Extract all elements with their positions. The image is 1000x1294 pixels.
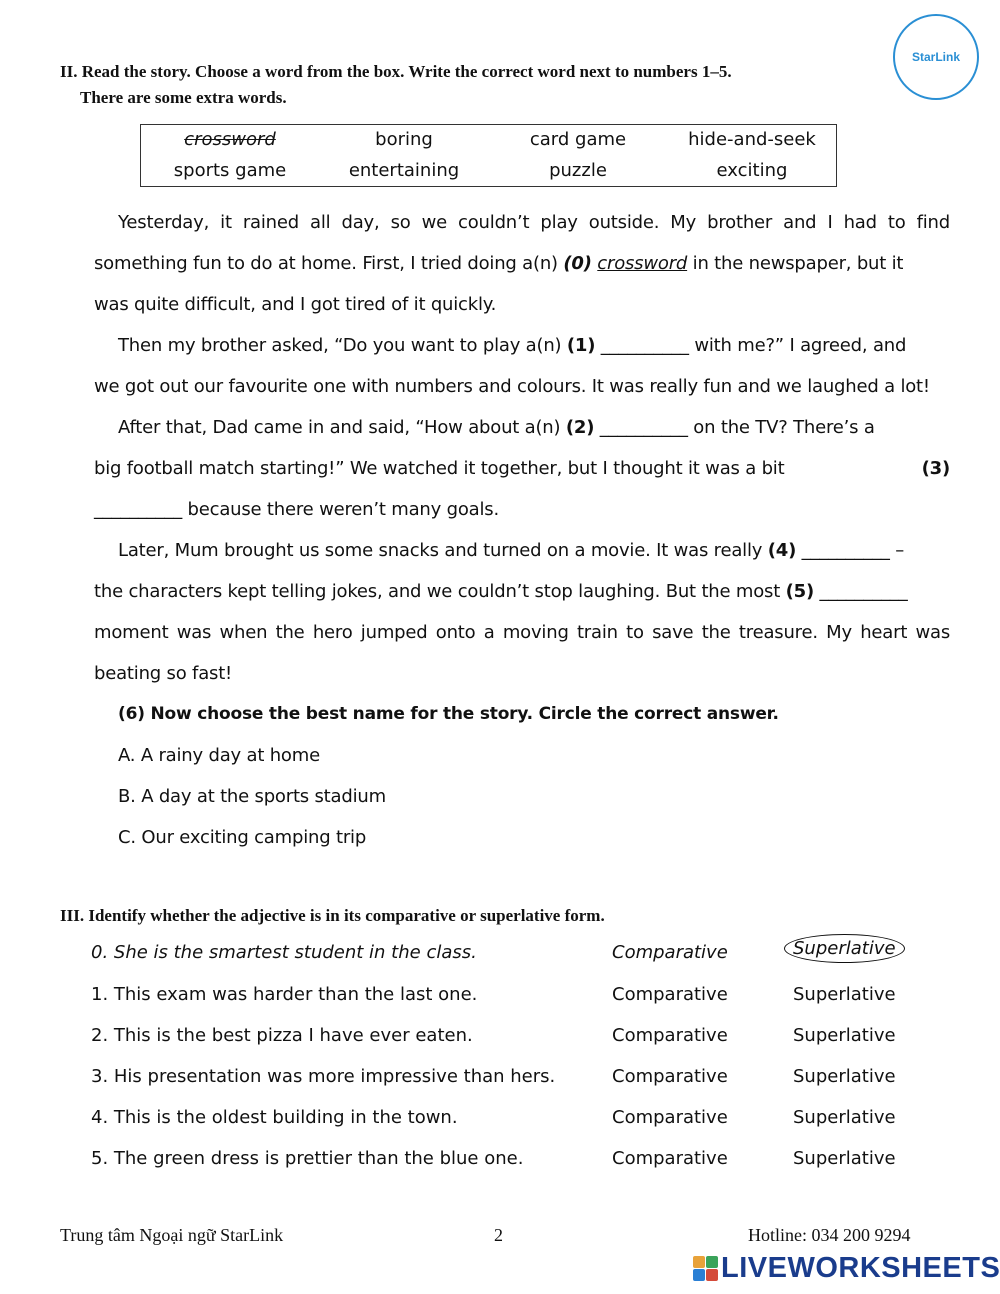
answer-blank-5[interactable]: __________	[814, 581, 908, 602]
word-box	[140, 124, 837, 187]
item-number-3: (3)	[921, 458, 950, 479]
example-answer: crossword	[597, 253, 688, 274]
liveworksheets-icon	[693, 1256, 718, 1281]
word-entertaining: entertaining	[348, 160, 460, 181]
item-number-2: (2)	[565, 417, 595, 438]
superlative-option-5[interactable]: Superlative	[793, 1148, 896, 1169]
story-line: moment was when the hero jumped onto a moving train to save the treasure. My heart was	[94, 622, 950, 643]
sentence-3: 3. His presentation was more impressive than hers.	[91, 1066, 556, 1087]
story-text: the characters kept telling jokes, and we couldn’t stop laughing. But the most	[94, 581, 786, 602]
footer-center-name: Trung tâm Ngoại ngữ StarLink	[60, 1225, 284, 1245]
superlative-option-2[interactable]: Superlative	[793, 1025, 896, 1046]
section-2-heading-line2: There are some extra words.	[80, 88, 287, 107]
item-number-0: (0)	[563, 253, 592, 274]
story-line	[94, 581, 908, 602]
answer-blank-4[interactable]: __________ –	[796, 540, 904, 561]
section-3-heading: III. Identify whether the adjective is in its comparative or superlative form.	[60, 906, 605, 925]
sentence-1: 1. This exam was harder than the last one.	[91, 984, 478, 1005]
sentence-5: 5. The green dress is prettier than the blue one.	[91, 1148, 524, 1169]
word-boring: boring	[375, 129, 433, 150]
story-line: beating so fast!	[94, 663, 233, 684]
superlative-option-1[interactable]: Superlative	[793, 984, 896, 1005]
starlink-logo	[893, 14, 979, 100]
story-text: in the newspaper, but it	[687, 253, 904, 274]
superlative-option-0-circled[interactable]	[793, 938, 905, 959]
circled-answer: Superlative	[784, 934, 905, 963]
option-c[interactable]: C. Our exciting camping trip	[118, 827, 367, 848]
comparative-option-0[interactable]: Comparative	[612, 942, 728, 963]
comparative-option-3[interactable]: Comparative	[612, 1066, 728, 1087]
story-text: Later, Mum brought us some snacks and turned on a movie. It was really	[118, 540, 768, 561]
sentence-4: 4. This is the oldest building in the town.	[91, 1107, 458, 1128]
word-crossword: crossword	[184, 129, 276, 150]
comparative-option-2[interactable]: Comparative	[612, 1025, 728, 1046]
word-hide-and-seek: hide-and-seek	[688, 129, 816, 150]
liveworksheets-brand	[693, 1252, 1000, 1285]
story-text: Then my brother asked, “Do you want to play a(n)	[118, 335, 567, 356]
word-puzzle: puzzle	[549, 160, 607, 181]
word-exciting: exciting	[716, 160, 788, 181]
item-number-1: (1)	[566, 335, 596, 356]
comparative-option-1[interactable]: Comparative	[612, 984, 728, 1005]
story-text: something fun to do at home. First, I tried doing a(n)	[94, 253, 564, 274]
story-line: was quite difficult, and I got tired of it quickly.	[94, 294, 497, 315]
liveworksheets-text: LIVEWORKSHEETS	[721, 1252, 1000, 1284]
story-line: Yesterday, it rained all day, so we couldn’t play outside. My brother and I had to find	[118, 212, 950, 233]
story-line	[118, 417, 875, 438]
story-line: we got out our favourite one with numbers and colours. It was really fun and we laughed a lot!	[94, 376, 930, 397]
footer-hotline: Hotline: 034 200 9294	[748, 1225, 911, 1245]
comparative-option-4[interactable]: Comparative	[612, 1107, 728, 1128]
story-line	[94, 458, 950, 479]
story-text: big football match starting!” We watched it together, but I thought it was a bit	[94, 458, 785, 479]
item-number-5: (5)	[785, 581, 814, 602]
logo-text: StarLink	[911, 50, 960, 64]
superlative-option-3[interactable]: Superlative	[793, 1066, 896, 1087]
sentence-2: 2. This is the best pizza I have ever eaten.	[91, 1025, 473, 1046]
comparative-option-5[interactable]: Comparative	[612, 1148, 728, 1169]
story-line	[118, 540, 904, 561]
superlative-option-4[interactable]: Superlative	[793, 1107, 896, 1128]
option-a[interactable]: A. A rainy day at home	[118, 745, 320, 766]
word-card-game: card game	[529, 129, 627, 150]
story-text: After that, Dad came in and said, “How about a(n)	[118, 417, 566, 438]
word-sports-game: sports game	[173, 160, 287, 181]
answer-blank-2[interactable]: __________ on the TV? There’s a	[594, 417, 875, 438]
page-number: 2	[494, 1225, 503, 1245]
option-b[interactable]: B. A day at the sports stadium	[118, 786, 386, 807]
answer-blank-3[interactable]: __________ because there weren’t many goals.	[94, 499, 499, 520]
story-line	[118, 335, 906, 356]
question-6: (6) Now choose the best name for the story. Circle the correct answer.	[118, 704, 779, 724]
story-line	[94, 253, 903, 274]
answer-blank-1[interactable]: __________ with me?” I agreed, and	[595, 335, 907, 356]
section-2-heading: II. Read the story. Choose a word from the box. Write the correct word next to numbers 1–5.	[60, 62, 732, 81]
item-number-4: (4)	[767, 540, 797, 561]
sentence-0: 0. She is the smartest student in the class.	[91, 942, 477, 963]
